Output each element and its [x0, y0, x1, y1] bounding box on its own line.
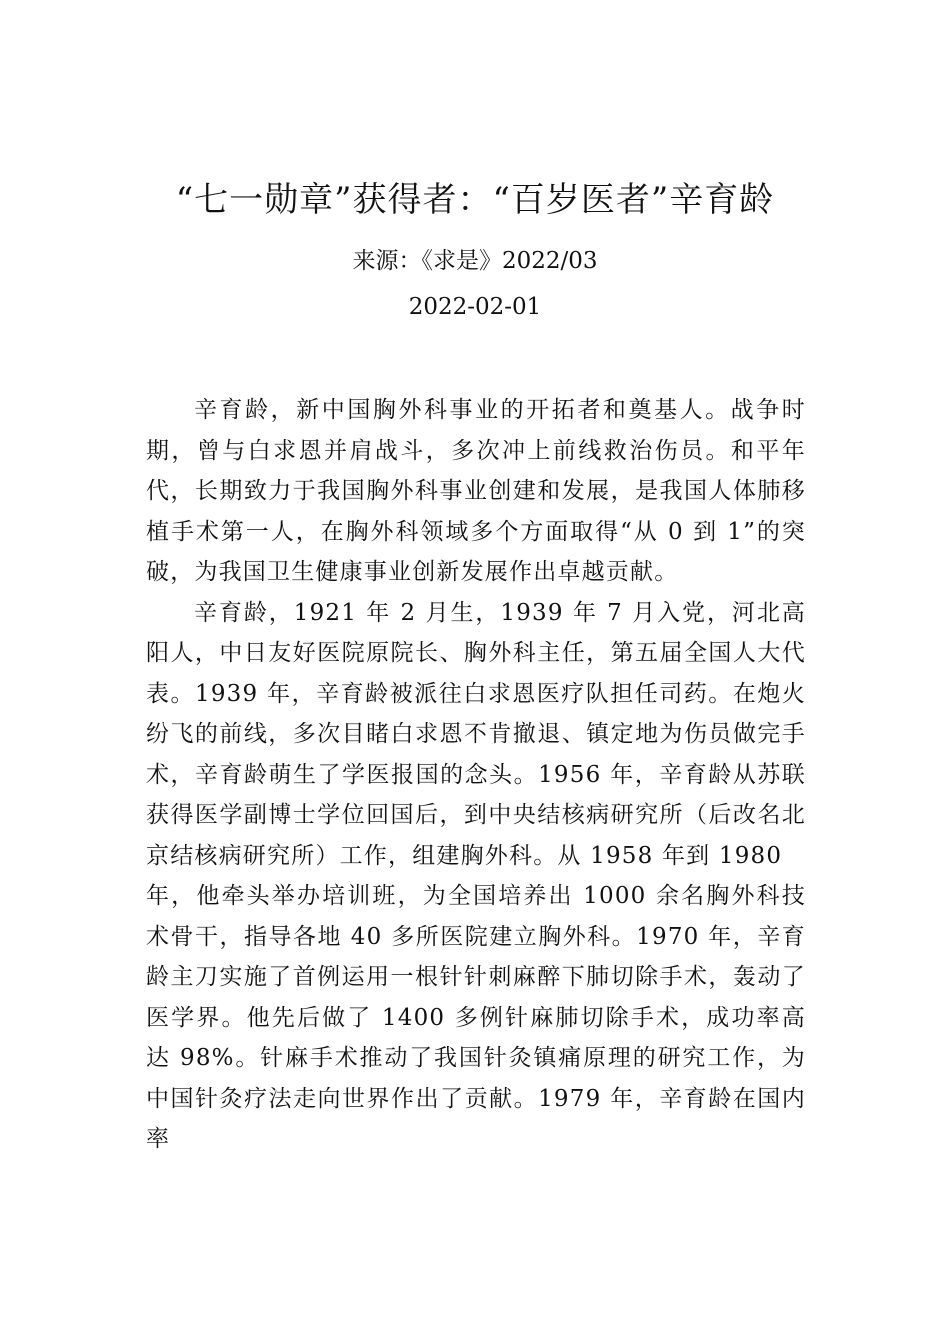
- article-body: [146, 390, 806, 1160]
- article-title: “七一勋章”获得者：“百岁医者”辛育龄: [175, 180, 775, 220]
- paragraph-2: 辛育龄，1921 年 2 月生，1939 年 7 月入党，河北高阳人，中日友好医院原院长、胸外科主任，第五届全国人大代表。1939 年，辛育龄被派往白求恩医疗队担任司药。在炮火纷飞的前线，多次目睹白求恩不肯撤退、镇定地为伤员做完手术，辛育龄萌生了学医报国的念头。1956 年，辛育龄从苏联获得医学副博士学位回国后，到中央结核病研究所（后改名北京结核病研究所）工作，组建胸外科。从 1958 年到 1980: [146, 599, 806, 869]
- article-source: 来源：《求是》2022/03: [352, 248, 598, 274]
- paragraph-1: 辛育龄，新中国胸外科事业的开拓者和奠基人。战争时期，曾与白求恩并肩战斗，多次冲上前线救治伤员。和平年代，长期致力于我国胸外科事业创建和发展，是我国人体肺移植手术第一人，在胸外科领域多个方面取得“从 0 到 1”的突破，为我国卫生健康事业创新发展作出卓越贡献。: [146, 397, 806, 585]
- article-date: 2022-02-01: [408, 294, 542, 320]
- paragraph-3: 年，他牵头举办培训班，为全国培养出 1000 余名胸外科技术骨干，指导各地 40 多所医院建立胸外科。1970 年，辛育龄主刀实施了首例运用一根针针刺麻醉下肺切除手术，轰动了医学界。他先后做了 1400 多例针麻肺切除手术，成功率高达 98%。针麻手术推动了我国针灸镇痛原理的研究工作，为中国针灸疗法走向世界作出了贡献。1979 年，辛育龄在国内率: [146, 883, 806, 1152]
